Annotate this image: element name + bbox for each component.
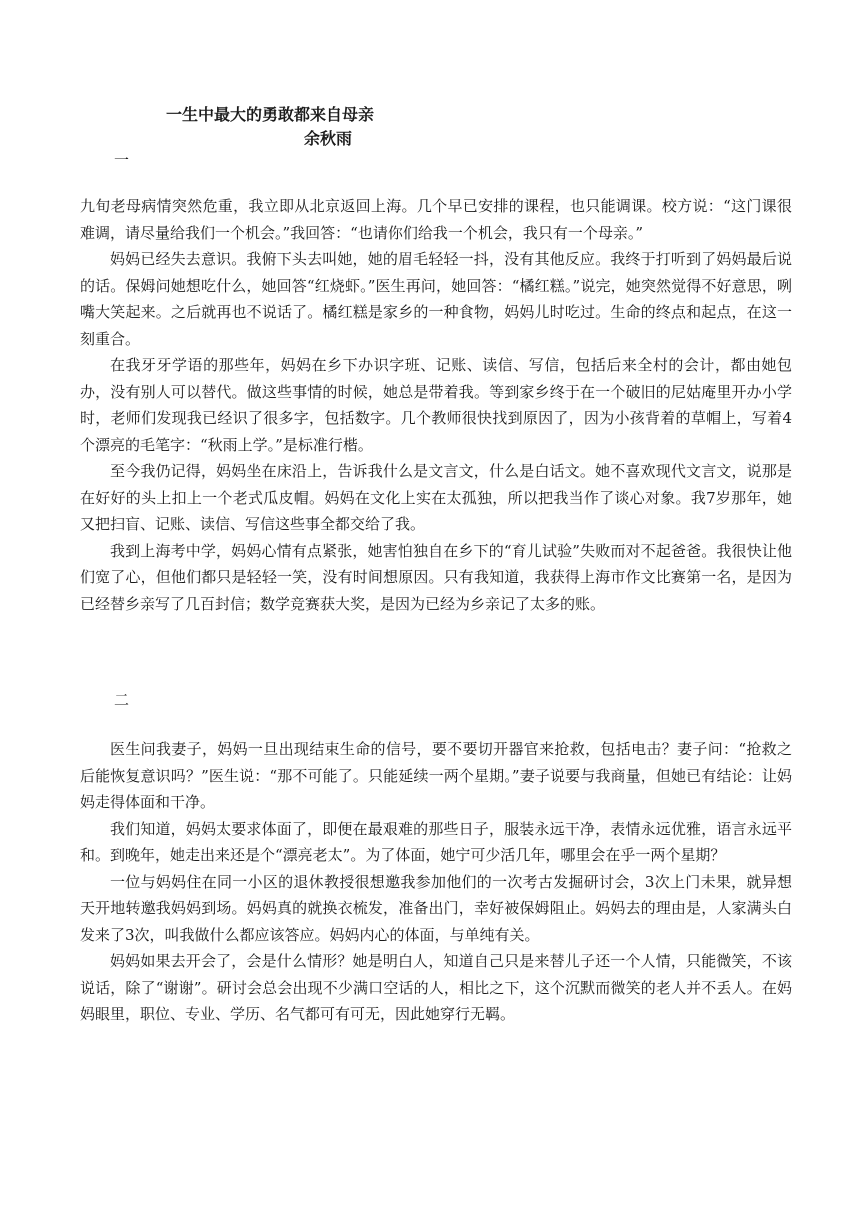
paragraph: 至今我仍记得，妈妈坐在床沿上，告诉我什么是文言文，什么是白话文。她不喜欢现代文言文，说那是在好好的头上扣上一个老式瓜皮帽。妈妈在文化上实在太孤独，所以把我当作了谈心对象。我7岁那年，她又把扫盲、记账、读信、写信这些事全都交给了我。: [80, 462, 792, 533]
paragraph: 一位与妈妈住在同一小区的退休教授很想邀我参加他们的一次考古发掘研讨会，3次上门未果，就异想天开地转邀我妈妈到场。妈妈真的就换衣梳发，准备出门，幸好被保姆阻止。妈妈去的理由是，人家满头白发来了3次，叫我做什么都应该答应。妈妈内心的体面，与单纯有关。: [80, 872, 792, 944]
section-one-body: [80, 193, 792, 617]
paragraph: 我们知道，妈妈太要求体面了，即便在最艰难的那些日子，服装永远干净，表情永远优雅，语言永远平和。到晚年，她走出来还是个“漂亮老太”。为了体面，她宁可少活几年，哪里会在乎一两个星期？: [80, 819, 792, 864]
paragraph: 妈妈如果去开会了，会是什么情形？她是明白人，知道自己只是来替儿子还一个人情，只能微笑，不该说话，除了“谢谢”。研讨会总会出现不少满口空话的人，相比之下，这个沉默而微笑的老人并不丢人。在妈妈眼里，职位、专业、学历、名气都可有可无，因此她穿行无羁。: [80, 952, 792, 1023]
section-two-body: [80, 736, 792, 1028]
paragraph: 九旬老母病情突然危重，我立即从北京返回上海。几个早已安排的课程，也只能调课。校方说：“这门课很难调，请尽量给我们一个机会。”我回答：“也请你们给我一个机会，我只有一个母亲。”: [80, 197, 792, 242]
section-one-mark: 一: [114, 151, 130, 169]
paragraph: 我到上海考中学，妈妈心情有点紧张，她害怕独自在乡下的“育儿试验”失败而对不起爸爸。我很快让他们宽了心，但他们都只是轻轻一笑，没有时间想原因。只有我知道，我获得上海市作文比赛第一名，是因为已经替乡亲写了几百封信；数学竞赛获大奖，是因为已经为乡亲记了太多的账。: [80, 541, 792, 613]
section-two-mark: 二: [114, 691, 130, 709]
paragraph: 医生问我妻子，妈妈一旦出现结束生命的信号，要不要切开器官来抢救，包括电击？妻子问：“抢救之后能恢复意识吗？”医生说：“那不可能了。只能延续一两个星期。”妻子说要与我商量，但她已有结论：让妈妈走得体面和干净。: [80, 740, 792, 811]
author-name: 余秋雨: [304, 129, 353, 148]
paragraph: 在我牙牙学语的那些年，妈妈在乡下办识字班、记账、读信、写信，包括后来全村的会计，都由她包办，没有别人可以替代。做这些事情的时候，她总是带着我。等到家乡终于在一个破旧的尼姑庵里开办小学时，老师们发现我已经识了很多字，包括数字。几个教师很快找到原因了，因为小孩背着的草帽上，写着4个漂亮的毛笔字：“秋雨上学。”是标准行楷。: [80, 356, 792, 454]
article-title: 一生中最大的勇敢都来自母亲: [166, 105, 375, 124]
paragraph: 妈妈已经失去意识。我俯下头去叫她，她的眉毛轻轻一抖，没有其他反应。我终于打听到了妈妈最后说的话。保姆问她想吃什么，她回答“红烧虾。”医生再问，她回答：“橘红糕。”说完，她突然觉得不好意思，咧嘴大笑起来。之后就再也不说话了。橘红糕是家乡的一种食物，妈妈儿时吃过。生命的终点和起点，在这一刻重合。: [80, 250, 792, 348]
